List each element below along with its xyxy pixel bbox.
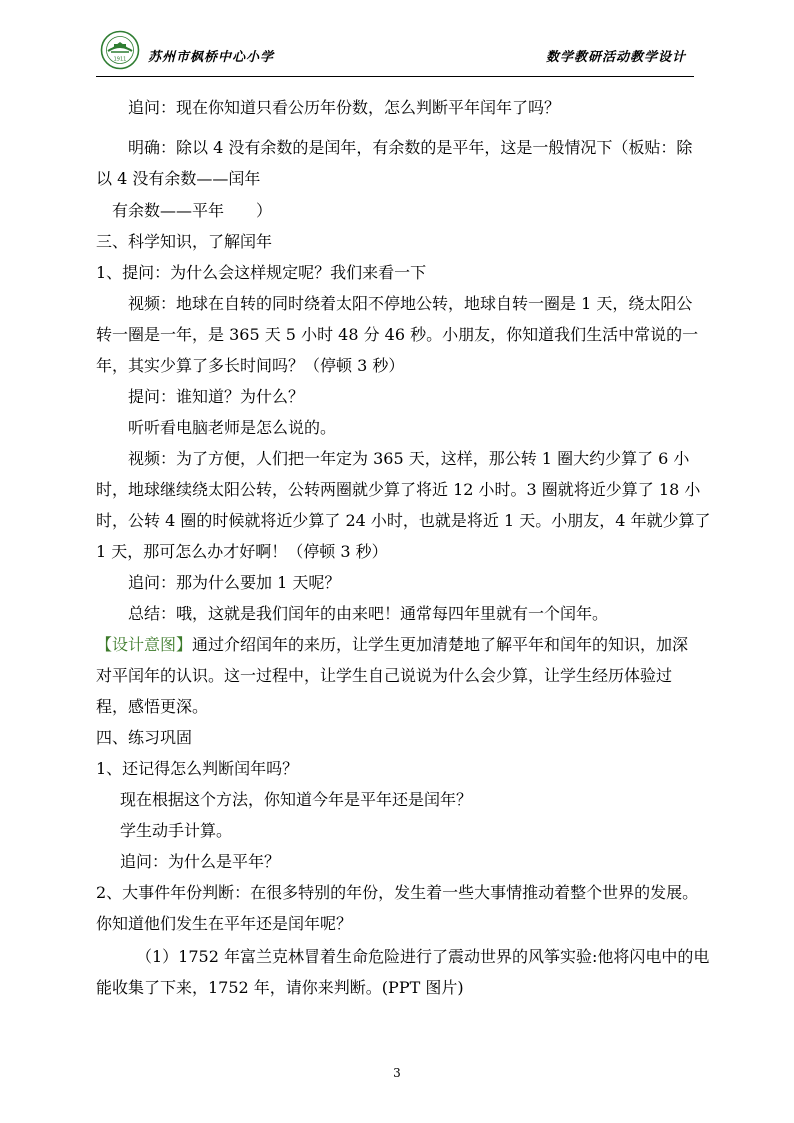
header-divider [96, 76, 694, 77]
text-line: 追问：那为什么要加 1 天呢？ [128, 573, 341, 592]
section-heading: 四、练习巩固 [96, 728, 193, 747]
design-intent-line [96, 633, 688, 657]
text-line: 时，公转 4 圈的时候就将近少算了 24 小时，也就是将近 1 天。小朋友，4 年就少算了 [96, 511, 711, 530]
text-line: 你知道他们发生在平年还是闰年呢？ [96, 914, 353, 933]
section-heading: 三、科学知识，了解闰年 [96, 232, 273, 251]
text-line: 视频：为了方便，人们把一年定为 365 天，这样，那公转 1 圈大约少算了 6 小 [128, 449, 690, 468]
text-line: 视频：地球在自转的同时绕着太阳不停地公转，地球自转一圈是 1 天，绕太阳公 [128, 294, 693, 313]
text-line: 总结：哦，这就是我们闰年的由来吧！通常每四年里就有一个闰年。 [128, 604, 609, 623]
text-line: 1、提问：为什么会这样规定呢？我们来看一下 [96, 263, 427, 282]
school-name: 苏州市枫桥中心小学 [148, 50, 275, 65]
text-line: 1、还记得怎么判断闰年吗？ [96, 759, 299, 778]
text-line: 2、大事件年份判断：在很多特别的年份，发生着一些大事情推动着整个世界的发展。 [96, 883, 699, 902]
text-line: 明确：除以 4 没有余数的是闰年，有余数的是平年，这是一般情况下（板贴：除 [128, 138, 693, 157]
page-number: 3 [393, 1066, 401, 1080]
text-line: 听听看电脑老师是怎么说的。 [128, 418, 337, 437]
school-logo [100, 30, 140, 70]
document-subject: 数学教研活动教学设计 [545, 50, 686, 65]
text-line: 能收集了下来，1752 年，请你来判断。(PPT 图片) [96, 978, 464, 997]
text-line: 提问：谁知道？为什么？ [128, 387, 305, 406]
text-line: 对平闰年的认识。这一过程中，让学生自己说说为什么会少算，让学生经历体验过 [96, 666, 673, 685]
text-line: 1 天，那可怎么办才好啊！（停顿 3 秒） [96, 542, 388, 561]
design-intent-text: 通过介绍闰年的来历，让学生更加清楚地了解平年和闰年的知识，加深 [192, 635, 689, 654]
text-line: 学生动手计算。 [120, 821, 233, 840]
text-line: 程，感悟更深。 [96, 697, 209, 716]
text-line: 以 4 没有余数——闰年 [96, 169, 261, 188]
text-line: 时，地球继续绕太阳公转，公转两圈就少算了将近 12 小时。3 圈就将近少算了 18 小 [96, 480, 701, 499]
text-line: 追问：现在你知道只看公历年份数，怎么判断平年闰年了吗？ [128, 98, 561, 117]
text-line: （1）1752 年富兰克林冒着生命危险进行了震动世界的风筝实验:他将闪电中的电 [136, 947, 710, 966]
text-line: 转一圈是一年，是 365 天 5 小时 48 分 46 秒。小朋友，你知道我们生活中常说的一 [96, 325, 699, 344]
text-line: 追问：为什么是平年？ [120, 852, 281, 871]
text-line: 年，其实少算了多长时间吗？（停顿 3 秒） [96, 356, 405, 375]
text-line: 有余数——平年 ） [112, 201, 273, 220]
design-intent-label: 【设计意图】 [96, 635, 193, 654]
text-line: 现在根据这个方法，你知道今年是平年还是闰年？ [120, 790, 473, 809]
page-header [96, 30, 694, 76]
svg-text:1911: 1911 [113, 56, 127, 63]
